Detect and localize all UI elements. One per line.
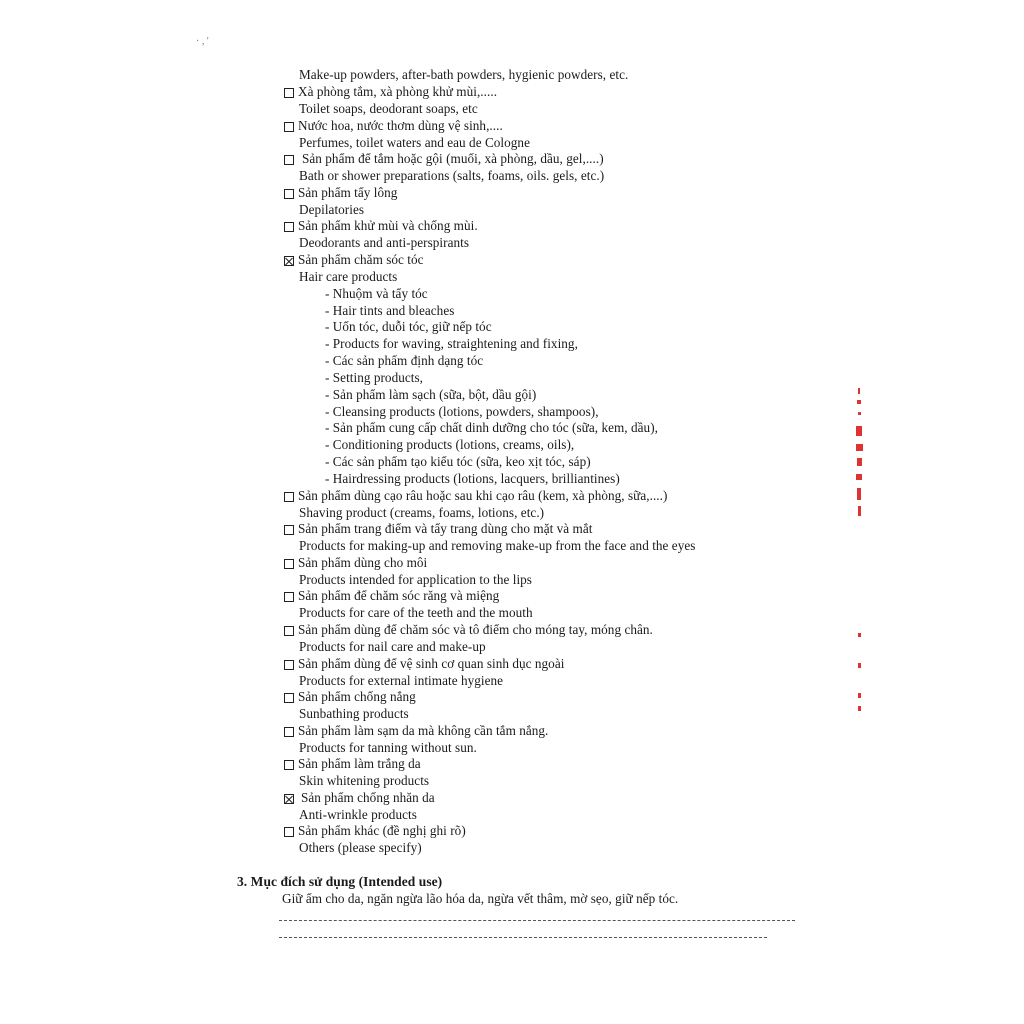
checkbox-teeth-mouth[interactable] [284,592,294,602]
checkbox-tanning-without-sun[interactable] [284,727,294,737]
category-en: Sunbathing products [299,706,409,721]
hair-subitem: - Products for waving, straightening and fixing, [325,336,578,351]
hair-subitem: - Setting products, [325,370,424,385]
checkbox-toilet-soaps[interactable] [284,88,294,98]
category-en: Perfumes, toilet waters and eau de Cologne [299,135,530,150]
checkbox-skin-whitening[interactable] [284,760,294,770]
checkbox-bath-shower[interactable] [284,155,294,165]
category-vi: Sản phẩm để chăm sóc răng và miệng [298,588,500,603]
hair-subitem: - Sản phẩm làm sạch (sữa, bột, dầu gội) [325,387,537,402]
checkbox-depilatories[interactable] [284,189,294,199]
category-vi: Sản phẩm chăm sóc tóc [298,252,424,267]
category-vi: Sản phẩm trang điểm và tẩy trang dùng cho mặt và mắt [298,521,593,536]
category-vi: Sản phẩm tẩy lông [298,185,398,200]
category-vi: Sản phẩm dùng để chăm sóc và tô điểm cho móng tay, móng chân. [298,622,653,637]
category-en: Products for external intimate hygiene [299,673,504,688]
category-vi: Sản phẩm để tắm hoặc gội (muối, xà phòng, dầu, gel,....) [302,151,604,166]
checkbox-make-up-face-eyes[interactable] [284,525,294,535]
intended-use-text: Giữ ẩm cho da, ngăn ngừa lão hóa da, ngừa vết thâm, mờ sẹo, giữ nếp tóc. [282,891,679,906]
category-vi: Sản phẩm làm trắng da [298,756,421,771]
hair-subitem: - Nhuộm và tẩy tóc [325,286,428,301]
category-en: Products for making-up and removing make-up from the face and the eyes [299,538,696,553]
checkbox-deodorants[interactable] [284,222,294,232]
blank-line-1 [279,920,795,921]
red-stamp-fragment [852,388,866,718]
top-line-text: Make-up powders, after-bath powders, hygienic powders, etc. [299,67,629,82]
checkbox-hair-care[interactable] [284,256,294,266]
scan-specks: · , ' [196,36,209,47]
hair-subitem: - Uốn tóc, duỗi tóc, giữ nếp tóc [325,319,492,334]
category-vi: Sản phẩm chống nhăn da [301,790,435,805]
category-vi: Sản phẩm chống nắng [298,689,416,704]
checkbox-others[interactable] [284,827,294,837]
category-en: Depilatories [299,202,365,217]
category-en: Anti-wrinkle products [299,807,417,822]
hair-subitem: - Các sản phẩm định dạng tóc [325,353,484,368]
checkbox-sunbathing[interactable] [284,693,294,703]
category-en: Hair care products [299,269,398,284]
checkbox-nail-care[interactable] [284,626,294,636]
hair-subitem: - Conditioning products (lotions, creams, oils), [325,437,575,452]
hair-subitem: - Hairdressing products (lotions, lacquers, brilliantines) [325,471,620,486]
category-vi: Sản phẩm dùng cạo râu hoặc sau khi cạo râu (kem, xà phòng, sữa,....) [298,488,668,503]
category-en: Bath or shower preparations (salts, foams, oils. gels, etc.) [299,168,605,183]
category-en: Products intended for application to the lips [299,572,532,587]
category-en: Toilet soaps, deodorant soaps, etc [299,101,478,116]
section-3-heading: 3. Mục đích sử dụng (Intended use) [237,874,443,889]
hair-subitem: - Các sản phẩm tạo kiểu tóc (sữa, keo xịt tóc, sáp) [325,454,591,469]
category-en: Others (please specify) [299,840,422,855]
checkbox-shaving[interactable] [284,492,294,502]
checkbox-intimate-hygiene[interactable] [284,660,294,670]
category-en: Products for nail care and make-up [299,639,486,654]
category-en: Skin whitening products [299,773,430,788]
category-vi: Sản phẩm khác (đề nghị ghi rõ) [298,823,466,838]
category-en: Products for tanning without sun. [299,740,477,755]
hair-subitem: - Sản phẩm cung cấp chất dinh dưỡng cho tóc (sữa, kem, dầu), [325,420,658,435]
category-en: Products for care of the teeth and the mouth [299,605,533,620]
checkbox-lips[interactable] [284,559,294,569]
category-vi: Nước hoa, nước thơm dùng vệ sinh,.... [298,118,503,133]
hair-subitem: - Hair tints and bleaches [325,303,455,318]
checkbox-anti-wrinkle[interactable] [284,794,294,804]
hair-subitem: - Cleansing products (lotions, powders, shampoos), [325,404,599,419]
category-en: Deodorants and anti-perspirants [299,235,470,250]
category-vi: Sản phẩm dùng để vệ sinh cơ quan sinh dục ngoài [298,656,565,671]
category-en: Shaving product (creams, foams, lotions, etc.) [299,505,545,520]
category-vi: Sản phẩm khử mùi và chống mùi. [298,218,478,233]
category-vi: Sản phẩm làm sạm da mà không cần tắm nắng. [298,723,549,738]
checkbox-perfumes[interactable] [284,122,294,132]
blank-line-2 [279,937,767,938]
category-vi: Sản phẩm dùng cho môi [298,555,428,570]
category-vi: Xà phòng tắm, xà phòng khử mùi,..... [298,84,498,99]
